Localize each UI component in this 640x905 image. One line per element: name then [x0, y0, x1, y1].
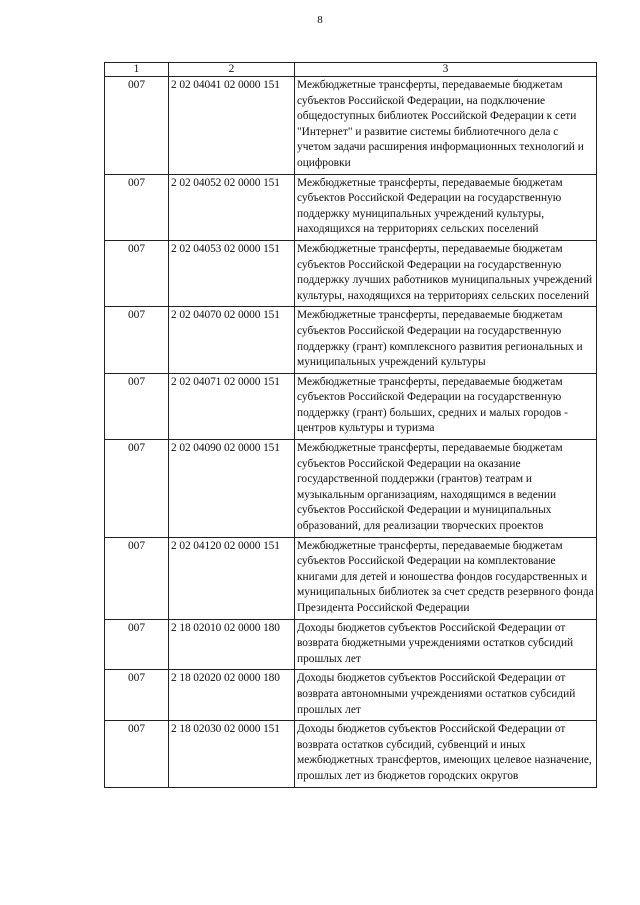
- revenue-name-cell: Межбюджетные трансферты, передаваемые бюджетам субъектов Российской Федерации на государственную поддержку (грант) больших, средних и малых городов - центров культуры и туризма: [295, 373, 597, 439]
- admin-code-cell: 007: [105, 77, 169, 175]
- budget-code-cell: 2 02 04070 02 0000 151: [169, 307, 295, 373]
- admin-code-cell: 007: [105, 537, 169, 619]
- table-row: [105, 373, 597, 439]
- admin-code-cell: 007: [105, 619, 169, 670]
- table-row: [105, 721, 597, 787]
- revenue-name-cell: Межбюджетные трансферты, передаваемые бюджетам субъектов Российской Федерации на государственную поддержку (грант) комплексного развития региональных и муниципальных учреждений культуры: [295, 307, 597, 373]
- revenue-name-cell: Межбюджетные трансферты, передаваемые бюджетам субъектов Российской Федерации, на подключение общедоступных библиотек Российской Федерации к сети "Интернет" и развитие системы библиотечного дела с учетом задачи расширения информационных технологий и оцифровки: [295, 77, 597, 175]
- budget-code-cell: 2 02 04090 02 0000 151: [169, 440, 295, 538]
- budget-code-cell: 2 18 02030 02 0000 151: [169, 721, 295, 787]
- revenue-name-cell: Доходы бюджетов субъектов Российской Федерации от возврата автономными учреждениями остатков субсидий прошлых лет: [295, 670, 597, 721]
- revenue-name-cell: Межбюджетные трансферты, передаваемые бюджетам субъектов Российской Федерации на государственную поддержку муниципальных учреждений культуры, находящихся на территориях сельских поселений: [295, 174, 597, 240]
- header-col-3: 3: [295, 63, 597, 77]
- admin-code-cell: 007: [105, 670, 169, 721]
- admin-code-cell: 007: [105, 174, 169, 240]
- header-col-1: 1: [105, 63, 169, 77]
- admin-code-cell: 007: [105, 721, 169, 787]
- revenue-name-cell: Доходы бюджетов субъектов Российской Федерации от возврата бюджетными учреждениями остатков субсидий прошлых лет: [295, 619, 597, 670]
- header-row: [105, 63, 597, 77]
- table-row: [105, 240, 597, 306]
- table-row: [105, 174, 597, 240]
- budget-code-cell: 2 02 04053 02 0000 151: [169, 240, 295, 306]
- budget-code-cell: 2 02 04041 02 0000 151: [169, 77, 295, 175]
- revenue-name-cell: Доходы бюджетов субъектов Российской Федерации от возврата остатков субсидий, субвенций и иных межбюджетных трансфертов, имеющих целевое назначение, прошлых лет из бюджетов городских округов: [295, 721, 597, 787]
- revenue-codes-table: [104, 62, 597, 788]
- admin-code-cell: 007: [105, 373, 169, 439]
- budget-code-cell: 2 18 02020 02 0000 180: [169, 670, 295, 721]
- admin-code-cell: 007: [105, 307, 169, 373]
- page-number: 8: [317, 14, 323, 26]
- admin-code-cell: 007: [105, 240, 169, 306]
- table-row: [105, 670, 597, 721]
- revenue-name-cell: Межбюджетные трансферты, передаваемые бюджетам субъектов Российской Федерации на комплектование книгами для детей и юношества фондов государственных и муниципальных библиотек за счет средств резервного фонда Президента Российской Федерации: [295, 537, 597, 619]
- budget-code-cell: 2 02 04120 02 0000 151: [169, 537, 295, 619]
- table-row: [105, 307, 597, 373]
- table-row: [105, 77, 597, 175]
- budget-code-cell: 2 02 04071 02 0000 151: [169, 373, 295, 439]
- revenue-name-cell: Межбюджетные трансферты, передаваемые бюджетам субъектов Российской Федерации на оказание государственной поддержки (грантов) театрам и музыкальным организациям, находящимся в ведении субъектов Российской Федерации и муниципальных образований, для реализации творческих проектов: [295, 440, 597, 538]
- budget-code-cell: 2 02 04052 02 0000 151: [169, 174, 295, 240]
- table-row: [105, 537, 597, 619]
- revenue-name-cell: Межбюджетные трансферты, передаваемые бюджетам субъектов Российской Федерации на государственную поддержку лучших работников муниципальных учреждений культуры, находящихся на территориях сельских поселений: [295, 240, 597, 306]
- budget-code-cell: 2 18 02010 02 0000 180: [169, 619, 295, 670]
- header-col-2: 2: [169, 63, 295, 77]
- table-row: [105, 619, 597, 670]
- table-row: [105, 440, 597, 538]
- admin-code-cell: 007: [105, 440, 169, 538]
